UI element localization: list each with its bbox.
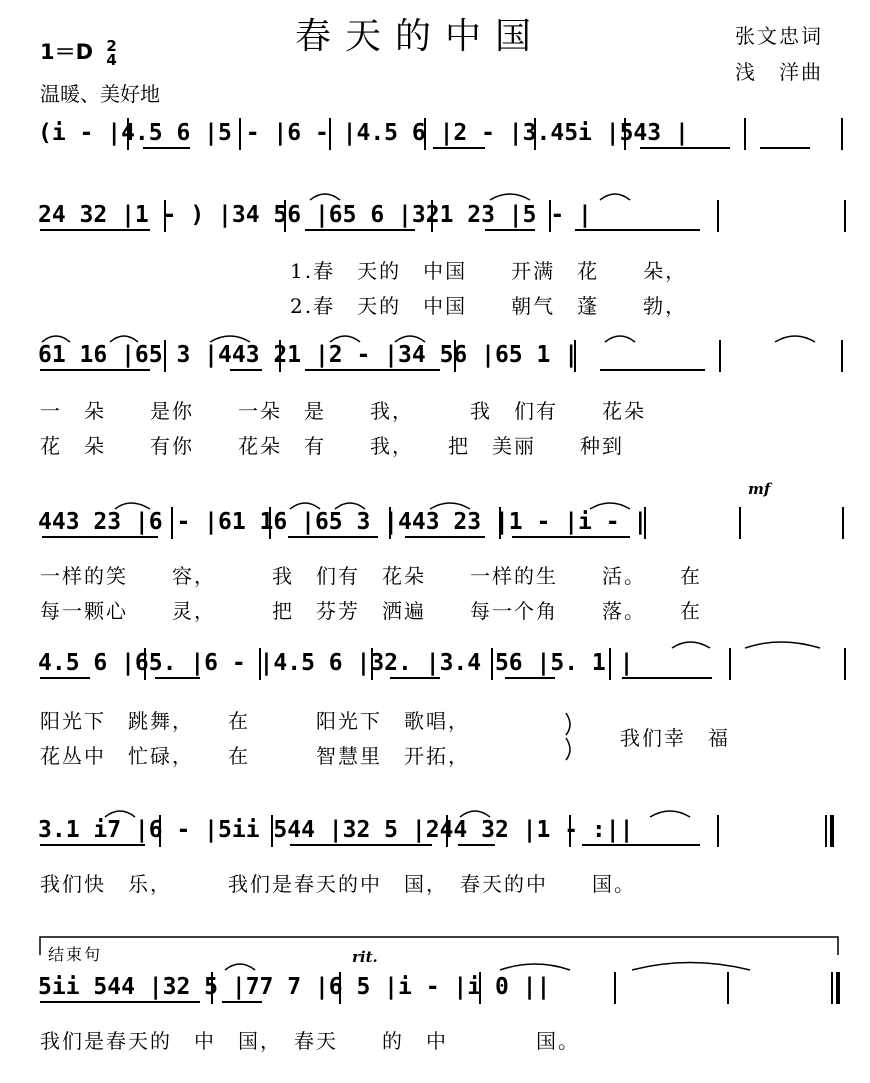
time-denominator: 4 — [106, 51, 117, 69]
lyric-row-5-verse-2: 花丛中 忙碌， 在 智慧里 开拓， — [40, 744, 470, 768]
time-signature — [106, 39, 116, 67]
lyric-row-7: 我们是春天的 中 国， 春天 的 中 国。 — [40, 1029, 580, 1053]
notation-row-7: 5ii 544 |32 5 |77 7 |6 5 |i - |i 0 || — [38, 974, 551, 1000]
notation-row-4: 443 23 |6 - |61 16 |65 3 |443 23 |1 - |i - | — [38, 509, 648, 535]
lyricist-credit: 张文忠词 — [735, 24, 823, 48]
lyric-row-5-shared: 我们幸 福 — [620, 726, 730, 750]
notation-row-1: (i - |4.5 6 |5 - |6 - |4.5 6 |2 - |3.45i |543 | — [38, 120, 689, 146]
lyric-row-5-verse-1: 阳光下 跳舞， 在 阳光下 歌唱， — [40, 709, 470, 733]
composer-credit: 浅 洋曲 — [735, 60, 823, 84]
key-label: 1＝D — [40, 40, 94, 64]
notation-row-5: 4.5 6 |65. |6 - |4.5 6 |32. |3.4 56 |5. 1 | — [38, 650, 634, 676]
lyric-row-4-verse-2: 每一颗心 灵， 把 芬芳 洒遍 每一个角 落。 在 — [40, 599, 702, 623]
lyric-row-2-verse-2: 2.春 天的 中国 朝气 蓬 勃， — [290, 294, 688, 318]
lyric-row-3-verse-1: 一 朵 是你 一朵 是 我， 我 们有 花朵 — [40, 399, 646, 423]
notation-row-2: 24 32 |1 - ) |34 56 |65 6 |321 23 |5 - | — [38, 202, 592, 228]
lyric-row-6: 我们快 乐， 我们是春天的中 国， 春天的中 国。 — [40, 872, 636, 896]
lyric-row-4-verse-1: 一样的笑 容， 我 们有 花朵 一样的生 活。 在 — [40, 564, 702, 588]
notation-row-6: 3.1 i7 |6 - |5ii 544 |32 5 |244 32 |1 - :|| — [38, 817, 634, 843]
ritardando-marking: rit. — [352, 948, 378, 966]
time-numerator: 2 — [106, 37, 117, 55]
notation-row-3: 61 16 |65 3 |443 21 |2 - |34 56 |65 1 | — [38, 342, 579, 368]
song-title: 春天的中国 — [295, 16, 546, 57]
tempo-marking: 温暖、美好地 — [40, 82, 160, 106]
ending-label: 结束句 — [48, 945, 103, 964]
dynamic-marking: mf — [748, 480, 771, 498]
key-signature — [40, 36, 117, 67]
lyric-row-2-verse-1: 1.春 天的 中国 开满 花 朵， — [290, 259, 688, 283]
lyric-row-3-verse-2: 花 朵 有你 花朵 有 我， 把 美丽 种到 — [40, 434, 624, 458]
